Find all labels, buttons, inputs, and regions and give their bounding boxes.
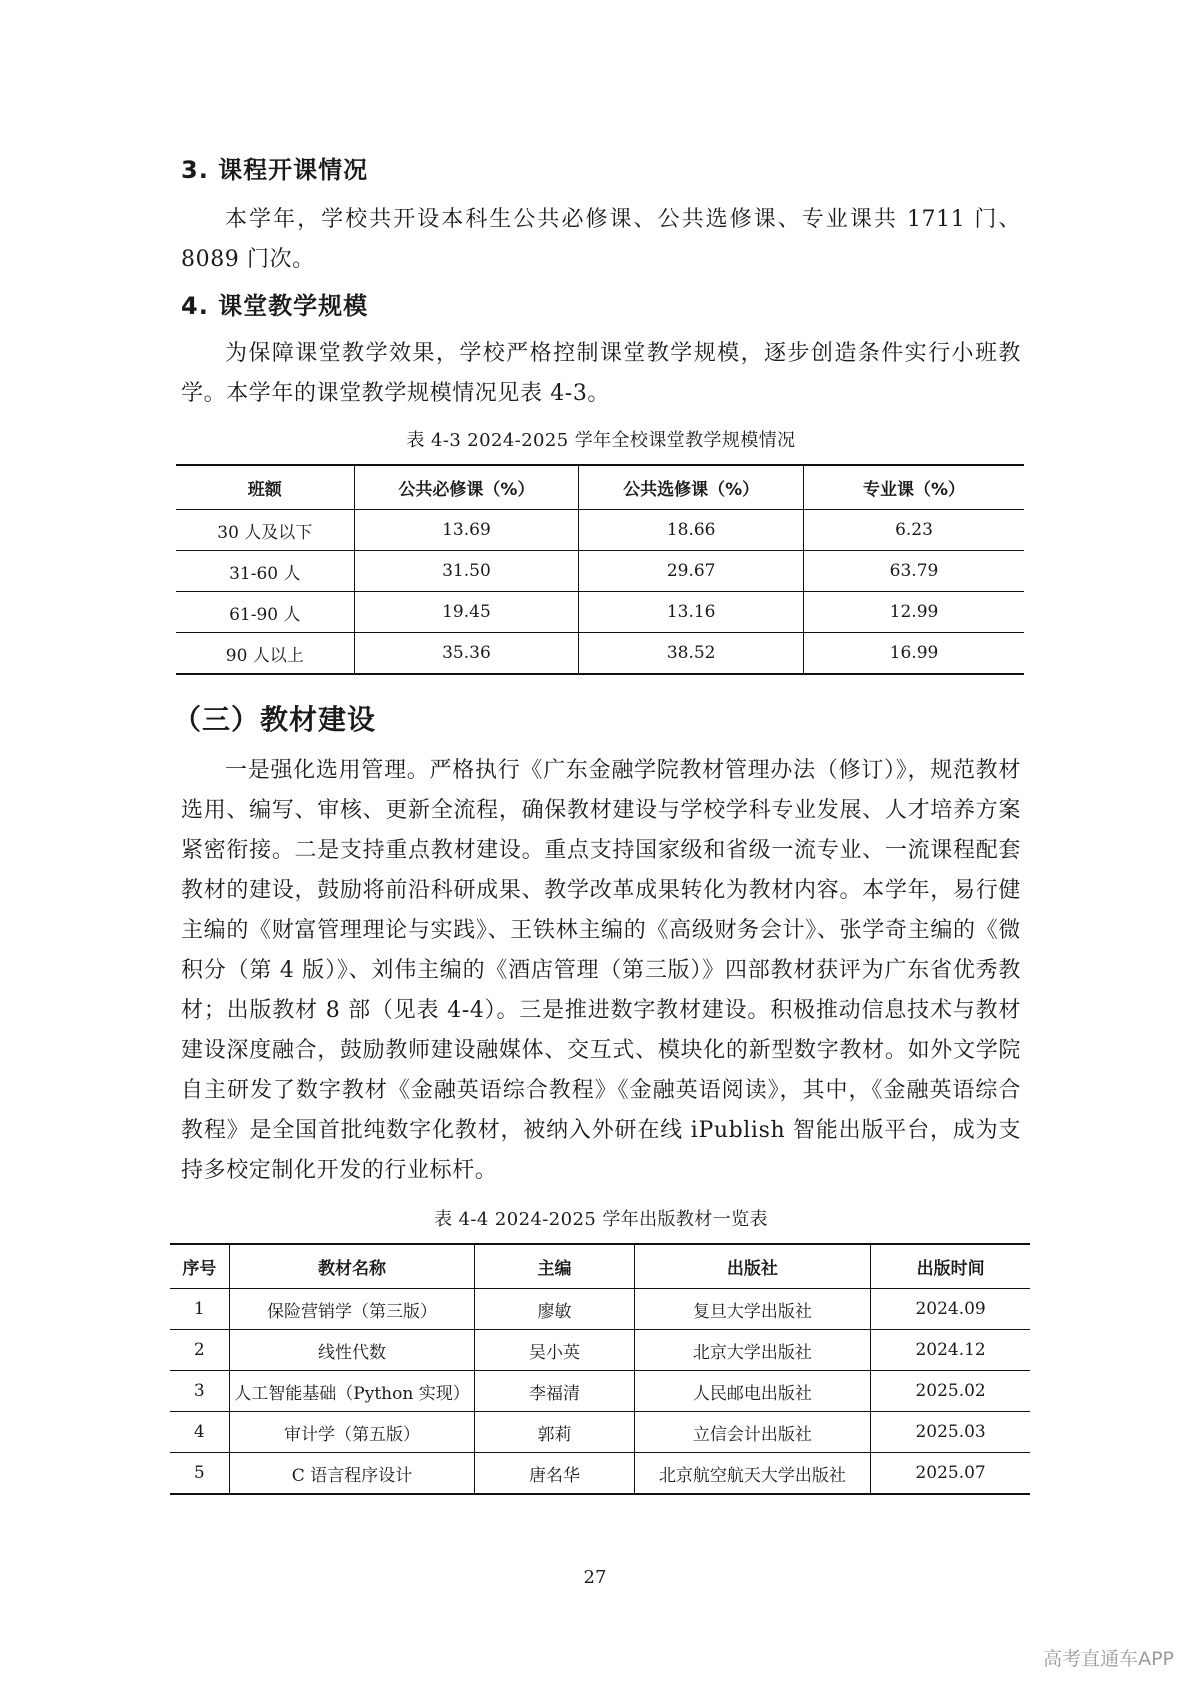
table-row [170, 1453, 1030, 1495]
table-cell: 2024.09 [871, 1289, 1030, 1330]
table-cell: 13.16 [579, 592, 804, 633]
page-number: 27 [583, 1567, 607, 1588]
table-cell: 16.99 [804, 633, 1024, 675]
table-cell: 35.36 [354, 633, 579, 675]
table-cell: 唐名华 [475, 1453, 634, 1495]
table-cell: C 语言程序设计 [229, 1453, 475, 1495]
column-header: 出版社 [634, 1244, 871, 1289]
table-cell: 63.79 [804, 551, 1024, 592]
table-row [170, 1412, 1030, 1453]
table-4-3-caption: 表 4-3 2024-2025 学年全校课堂教学规模情况 [406, 430, 796, 451]
table-cell: 郭莉 [475, 1412, 634, 1453]
table-cell: 李福清 [475, 1371, 634, 1412]
table-cell: 线性代数 [229, 1330, 475, 1371]
table-cell: 30 人及以下 [176, 510, 354, 551]
table-cell: 90 人以上 [176, 633, 354, 675]
table-cell: 1 [170, 1289, 229, 1330]
column-header: 主编 [475, 1244, 634, 1289]
class-size-paragraph: 为保障课堂教学效果，学校严格控制课堂教学规模，逐步创造条件实行小班教学。本学年的课堂教学规模情况见表 4-3。 [181, 341, 1021, 406]
table-cell: 31-60 人 [176, 551, 354, 592]
table-cell: 人工智能基础（Python 实现） [229, 1371, 475, 1412]
column-header: 出版时间 [871, 1244, 1030, 1289]
table-cell: 13.69 [354, 510, 579, 551]
table-cell: 6.23 [804, 510, 1024, 551]
table-cell: 立信会计出版社 [634, 1412, 871, 1453]
table-cell: 复旦大学出版社 [634, 1289, 871, 1330]
column-header: 公共选修课（%） [579, 465, 804, 510]
table-row [170, 1289, 1030, 1330]
table-cell: 29.67 [579, 551, 804, 592]
table-cell: 18.66 [579, 510, 804, 551]
table-cell: 5 [170, 1453, 229, 1495]
table-cell: 31.50 [354, 551, 579, 592]
table-cell: 2025.02 [871, 1371, 1030, 1412]
column-header: 班额 [176, 465, 354, 510]
table-4-4-caption: 表 4-4 2024-2025 学年出版教材一览表 [434, 1209, 768, 1230]
table-row [176, 510, 1024, 551]
table-cell: 2 [170, 1330, 229, 1371]
table-row [176, 551, 1024, 592]
table-cell: 2025.03 [871, 1412, 1030, 1453]
textbook-construction-paragraph: 一是强化选用管理。严格执行《广东金融学院教材管理办法（修订）》，规范教材选用、编写、审核、更新全流程，确保教材建设与学校学科专业发展、人才培养方案紧密衔接。二是支持重点教材建设。重点支持国家级和省级一流专业、一流课程配套教材的建设，鼓励将前沿科研成果、教学改革成果转化为教材内容。本学年，易行健主编的《财富管理理论与实践》、王铁林主编的《高级财务会计》、张学奇主编的《微积分（第 4 版）》、刘伟主编的《酒店管理（第三版）》四部教材获评为广东省优秀教材；出版教材 8 部（见表 4-4）。三是推进数字教材建设。积极推动信息技术与教材建设深度融合，鼓励教师建设融媒体、交互式、模块化的新型数字教材。如外文学院自主研发了数字教材《金融英语综合教程》《金融英语阅读》，其中，《金融英语综合教程》是全国首批纯数字化教材，被纳入外研在线 iPublish 智能出版平台，成为支持多校定制化开发的行业标杆。 [181, 758, 1021, 1183]
table-cell: 19.45 [354, 592, 579, 633]
table-cell: 吴小英 [475, 1330, 634, 1371]
table-row [176, 633, 1024, 675]
published-textbooks-table [170, 1243, 1030, 1495]
table-cell: 北京大学出版社 [634, 1330, 871, 1371]
table-cell: 廖敏 [475, 1289, 634, 1330]
column-header: 教材名称 [229, 1244, 475, 1289]
table-row [170, 1371, 1030, 1412]
table-cell: 4 [170, 1412, 229, 1453]
section-heading-textbook-construction: （三）教材建设 [173, 703, 377, 736]
table-header-row [176, 465, 1024, 510]
class-size-table [176, 464, 1024, 675]
table-cell: 3 [170, 1371, 229, 1412]
column-header: 专业课（%） [804, 465, 1024, 510]
table-row [170, 1330, 1030, 1371]
table-row [176, 592, 1024, 633]
table-cell: 保险营销学（第三版） [229, 1289, 475, 1330]
table-cell: 2024.12 [871, 1330, 1030, 1371]
document-page [173, 150, 1021, 1495]
table-cell: 人民邮电出版社 [634, 1371, 871, 1412]
table-cell: 北京航空航天大学出版社 [634, 1453, 871, 1495]
column-header: 序号 [170, 1244, 229, 1289]
column-header: 公共必修课（%） [354, 465, 579, 510]
watermark-text: 高考直通车APP [1043, 1648, 1174, 1670]
table-cell: 12.99 [804, 592, 1024, 633]
table-cell: 2025.07 [871, 1453, 1030, 1495]
section-heading-course-offering: 3. 课程开课情况 [181, 156, 369, 184]
table-cell: 审计学（第五版） [229, 1412, 475, 1453]
section-heading-class-size: 4. 课堂教学规模 [181, 292, 369, 320]
table-cell: 38.52 [579, 633, 804, 675]
table-header-row [170, 1244, 1030, 1289]
table-cell: 61-90 人 [176, 592, 354, 633]
course-offering-paragraph: 本学年，学校共开设本科生公共必修课、公共选修课、专业课共 1711 门、8089 门次。 [181, 207, 1021, 272]
